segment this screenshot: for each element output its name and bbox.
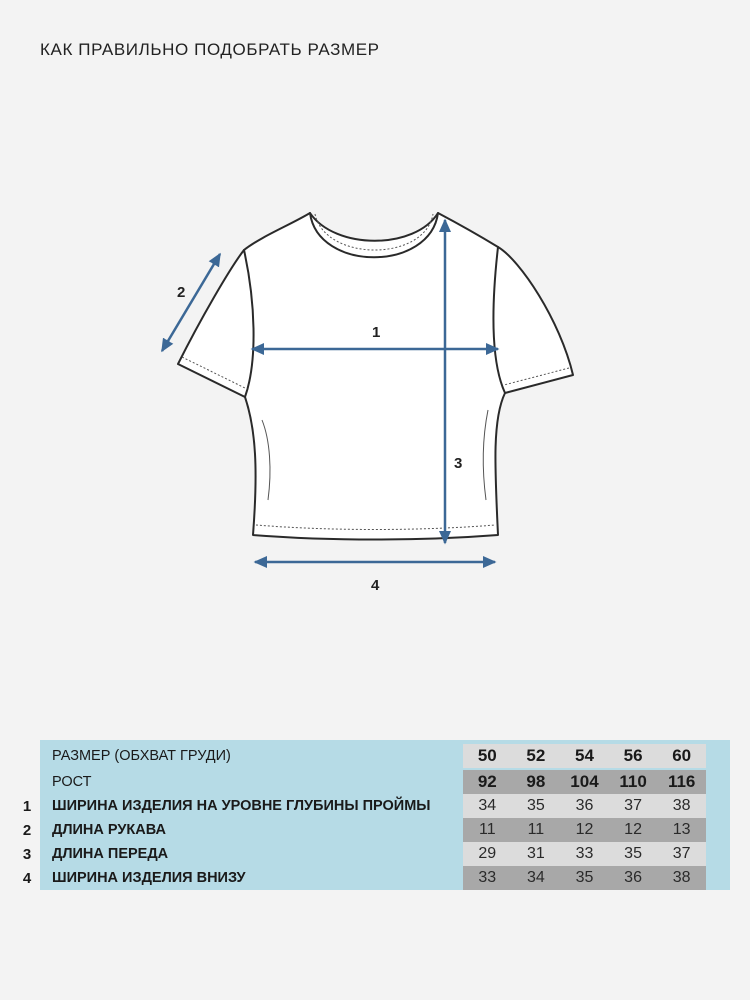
value-cell: 35: [575, 869, 594, 886]
value-cell: 56: [623, 746, 643, 765]
row-values: [463, 818, 706, 842]
value-cell: 35: [624, 845, 642, 862]
value-cell: 33: [575, 845, 594, 862]
value-cell: 52: [526, 746, 546, 765]
value-cell: 29: [478, 845, 497, 862]
row-values: [463, 770, 706, 794]
table-row-front-length: [22, 842, 730, 866]
value-cell: 31: [526, 845, 545, 862]
row-values: [463, 744, 706, 768]
value-cell: 34: [478, 797, 497, 814]
row-index: 4: [22, 869, 32, 887]
value-cell: 37: [624, 797, 642, 814]
value-cell: 54: [575, 746, 594, 765]
value-cell: 38: [672, 797, 691, 814]
row-values: [463, 842, 706, 866]
page-title: КАК ПРАВИЛЬНО ПОДОБРАТЬ РАЗМЕР: [40, 40, 380, 59]
value-cell: 38: [672, 869, 691, 886]
table-row-width-armhole: [22, 794, 730, 818]
value-cell: 12: [624, 821, 642, 838]
value-cell: 36: [575, 797, 594, 814]
value-cell: 37: [672, 845, 691, 862]
value-cell: 33: [478, 869, 497, 886]
value-cell: 92: [477, 772, 497, 791]
value-cell: 35: [526, 797, 545, 814]
value-cell: 50: [477, 746, 497, 765]
table-row-height: [40, 770, 730, 794]
measure-label-2: 2: [177, 284, 186, 301]
row-values: [463, 866, 706, 890]
value-cell: 104: [570, 772, 599, 791]
row-label: РОСТ: [52, 774, 92, 790]
table-row-size: [40, 740, 730, 770]
row-label: ДЛИНА РУКАВА: [52, 822, 166, 838]
value-cell: 98: [526, 772, 546, 791]
measure-label-1: 1: [372, 324, 381, 341]
table-row-sleeve: [22, 818, 730, 842]
row-label: ШИРИНА ИЗДЕЛИЯ ВНИЗУ: [52, 870, 246, 886]
row-index: 2: [22, 821, 32, 839]
row-label: ДЛИНА ПЕРЕДА: [52, 846, 169, 862]
value-cell: 12: [575, 821, 594, 838]
value-cell: 13: [672, 821, 691, 838]
row-label: РАЗМЕР (ОБХВАТ ГРУДИ): [52, 748, 231, 764]
size-table: [22, 740, 730, 890]
row-label: ШИРИНА ИЗДЕЛИЯ НА УРОВНЕ ГЛУБИНЫ ПРОЙМЫ: [52, 798, 431, 814]
value-cell: 110: [619, 772, 647, 791]
value-cell: 34: [526, 869, 545, 886]
row-values: [463, 794, 706, 818]
value-cell: 60: [672, 746, 692, 765]
measure-label-3: 3: [454, 455, 463, 472]
row-index: 1: [22, 797, 32, 815]
value-cell: 36: [624, 869, 642, 886]
value-cell: 116: [667, 772, 696, 791]
row-index: 3: [22, 845, 32, 863]
value-cell: 11: [527, 821, 545, 838]
value-cell: 11: [478, 821, 496, 838]
measure-label-4: 4: [371, 577, 380, 594]
table-row-bottom-width: [22, 866, 730, 890]
